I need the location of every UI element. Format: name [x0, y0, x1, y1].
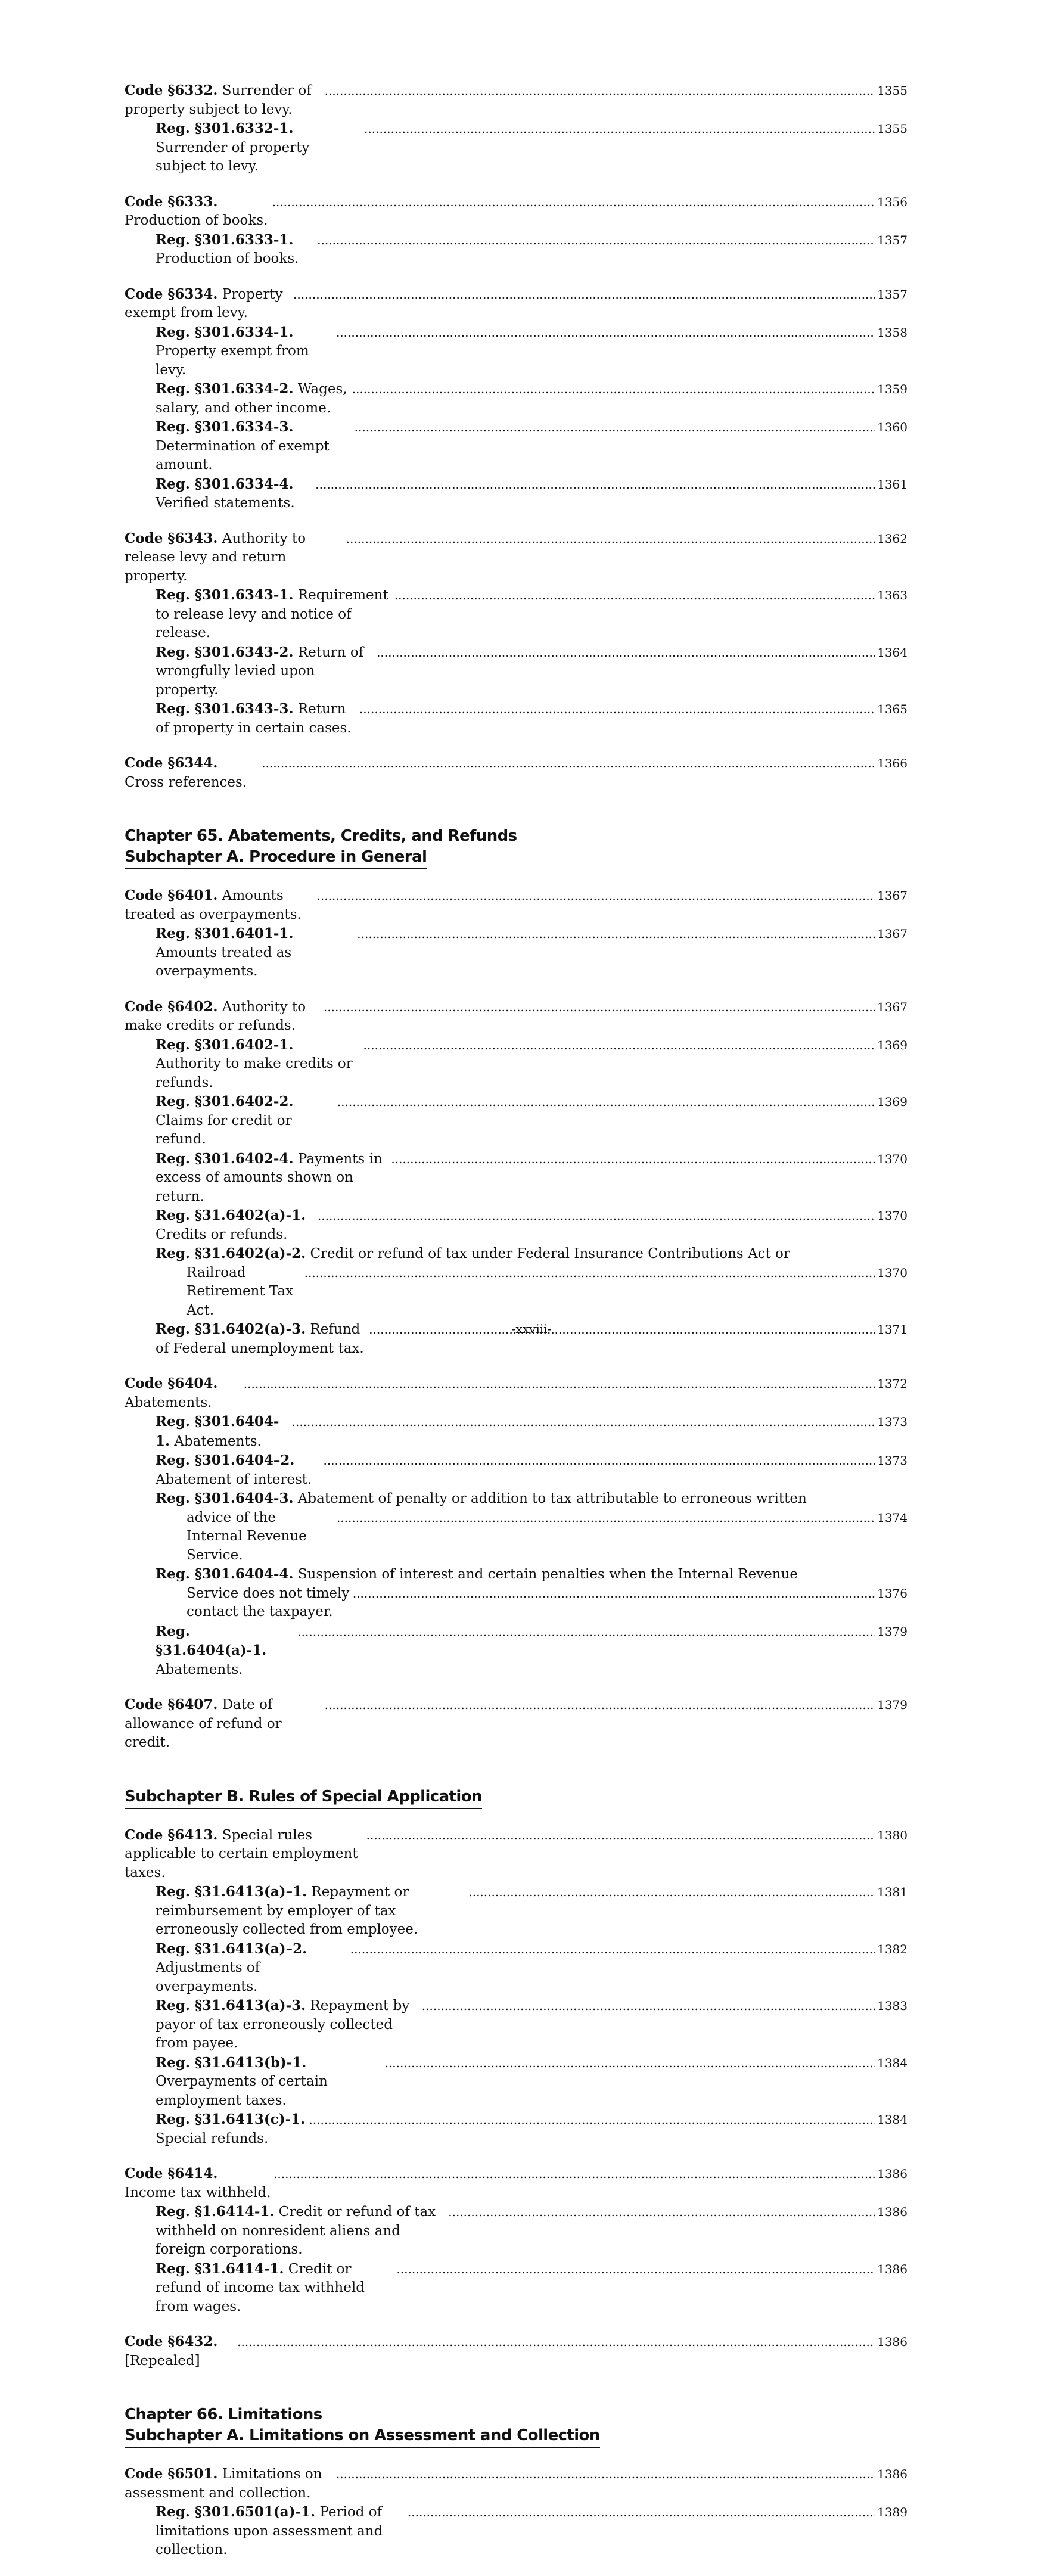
entry-label: Reg. §1.6414-1. [156, 2204, 275, 2220]
entry-page-number: 1374 [877, 1510, 907, 1525]
entry-label: Code §6332. [125, 82, 218, 98]
dot-leader [346, 530, 875, 549]
entry-title: Cross references. [125, 774, 247, 790]
entry-title: Adjustments of overpayments. [156, 1960, 260, 1994]
entry-title: Amounts treated as overpayments. [156, 944, 292, 979]
toc-entry [187, 1264, 907, 1320]
toc-entry [125, 1826, 907, 1883]
entry-title: Property exempt from levy. [125, 286, 283, 321]
toc-group [125, 81, 907, 176]
toc-entry [125, 998, 907, 1036]
dot-leader [244, 1375, 875, 1394]
entry-label: Code §6414. [125, 2165, 218, 2182]
toc-group [125, 754, 907, 792]
entry-label: Reg. §31.6413(a)–1. [156, 1884, 307, 1900]
toc-entry [156, 1206, 907, 1244]
toc-entry [156, 924, 907, 981]
entry-page-number: 1386 [877, 2467, 907, 2481]
toc-entry [156, 2053, 907, 2111]
entry-page-number: 1371 [877, 1322, 907, 1337]
toc-entry [187, 1584, 907, 1622]
dot-leader [357, 925, 875, 944]
subchapter-title: Subchapter A. Limitations on Assessment and Collection [125, 2425, 600, 2448]
dot-leader [317, 887, 875, 906]
entry-title: Amounts treated as overpayments. [125, 888, 302, 922]
toc-entry [125, 2164, 907, 2202]
dot-leader [336, 2465, 875, 2484]
entry-label: Code §6413. [125, 1826, 218, 1843]
dot-leader [337, 1093, 875, 1112]
entry-page-number: 1379 [877, 1624, 907, 1639]
toc-entry [125, 2332, 907, 2370]
entry-page-number: 1359 [877, 382, 907, 396]
entry-text [156, 1882, 466, 1940]
chapter-title: Chapter 65. Abatements, Credits, and Refunds [125, 827, 517, 845]
entry-label: Reg. §31.6402(a)-3. [156, 1321, 306, 1337]
entry-text [156, 924, 355, 981]
entry-title: Production of books. [156, 251, 299, 266]
entry-label: Code §6343. [125, 530, 218, 546]
entry-title: Wages, salary, and other income. [156, 381, 347, 416]
entry-title: Production of books. [125, 213, 268, 228]
entry-label: Reg. §31.6402(a)-1. [156, 1207, 306, 1223]
entry-title: Limitations on assessment and collection. [125, 2466, 322, 2501]
entry-page-number: 1380 [877, 1828, 907, 1842]
dot-leader [315, 476, 875, 495]
toc-entry [156, 1622, 907, 1680]
entry-label: Reg. §301.6343-2. [156, 644, 294, 660]
dot-leader [337, 1509, 875, 1528]
entry-text [125, 529, 344, 586]
entry-text [156, 2202, 446, 2260]
entry-title: Abatement of penalty or addition to tax attributable to erroneous written [297, 1491, 807, 1506]
entry-label: Reg. §301.6402-1. [156, 1036, 294, 1053]
entry-page-number: 1369 [877, 1037, 907, 1052]
entry-page-number: 1373 [877, 1415, 907, 1429]
dot-leader [364, 120, 875, 139]
entry-label: Reg. §31.6413(b)-1. [156, 2054, 307, 2071]
entry-text [125, 81, 322, 119]
toc-entry [156, 475, 907, 513]
entry-label: Code §6402. [125, 998, 218, 1015]
toc-entry [156, 380, 907, 418]
entry-page-number: 1370 [877, 1151, 907, 1166]
toc-entry-first-line [156, 1489, 907, 1509]
entry-page-number: 1367 [877, 888, 907, 903]
toc-group [125, 1695, 907, 1752]
toc-entry [156, 1451, 907, 1489]
entry-page-number: 1389 [877, 2505, 907, 2519]
entry-title: Credit or refund of tax under Federal Insurance Contributions Act or [310, 1246, 790, 1261]
dot-leader [359, 700, 875, 719]
entry-title: Claims for credit or refund. [156, 1113, 292, 1147]
entry-title: Overpayments of certain employment taxes. [156, 2074, 328, 2108]
entry-page-number: 1386 [877, 2261, 907, 2276]
entry-label: Code §6404. [125, 1375, 218, 1391]
entry-page-number: 1367 [877, 927, 907, 941]
entry-page-number: 1366 [877, 756, 907, 770]
toc-entry [156, 1149, 907, 1207]
dot-leader [377, 644, 875, 663]
toc-entry [156, 231, 907, 269]
toc-entry [156, 1092, 907, 1149]
entry-label: Reg. §31.6404(a)-1. [156, 1623, 267, 1658]
entry-label: Reg. §301.6343-1. [156, 587, 294, 603]
chapter-title: Chapter 66. Limitations [125, 2406, 322, 2423]
entry-page-number: 1356 [877, 194, 907, 209]
page-number-footer: -xxviii- [511, 1322, 552, 1336]
subchapter-title: Subchapter B. Rules of Special Application [125, 1786, 482, 1809]
entry-title-continued: Service does not timely contact the taxpayer. [187, 1585, 350, 1620]
dot-leader [323, 1452, 875, 1471]
toc-entry [125, 1374, 907, 1412]
entry-page-number: 1367 [877, 999, 907, 1014]
toc-entry [125, 285, 907, 323]
entry-label: Reg. §301.6334-2. [156, 381, 294, 397]
entry-page-number: 1357 [877, 232, 907, 247]
entry-page-number: 1363 [877, 588, 907, 602]
dot-leader [292, 1413, 875, 1432]
toc-entry [125, 192, 907, 231]
entry-title: Authority to make credits or refunds. [156, 1056, 353, 1090]
entry-label: Reg. §301.6402-2. [156, 1093, 294, 1110]
entry-page-number: 1379 [877, 1698, 907, 1712]
entry-page-number: 1382 [877, 1941, 907, 1956]
toc-entry [156, 119, 907, 176]
entry-title: Income tax withheld. [125, 2185, 271, 2201]
entry-title: Return of wrongfully levied upon property. [156, 644, 364, 698]
entry-text [125, 1695, 322, 1752]
entry-title: Repayment by payor of tax erroneously collected from payee. [156, 1998, 410, 2051]
entry-text [156, 231, 315, 269]
entry-title: Abatements. [156, 1661, 243, 1677]
dot-leader [422, 1997, 875, 2016]
dot-leader [385, 2054, 875, 2073]
entry-text [125, 1374, 241, 1412]
entry-page-number: 1383 [877, 1999, 907, 2013]
toc-entry-first-line [156, 1244, 907, 1264]
entry-page-number: 1369 [877, 1095, 907, 1109]
entry-text [156, 1412, 290, 1451]
entry-title: Credits or refunds. [156, 1226, 288, 1242]
entry-label: Reg. §31.6413(a)–2. [156, 1940, 307, 1957]
toc-entry [125, 754, 907, 792]
entry-page-number: 1362 [877, 531, 907, 546]
toc-entry [156, 2260, 907, 2317]
entry-page-number: 1384 [877, 2112, 907, 2127]
entry-text [125, 2465, 334, 2503]
entry-title-continued: advice of the Internal Revenue Service. [187, 1509, 307, 1563]
dot-leader [350, 1940, 875, 1959]
toc-entry [125, 2465, 907, 2503]
toc-group [125, 2164, 907, 2316]
entry-label: Reg. §301.6343-3. [156, 701, 294, 717]
entry-label: Reg. §301.6332-1. [156, 120, 294, 136]
entry-text [125, 285, 291, 323]
entry-text [156, 380, 350, 418]
entry-label: Reg. §301.6334-3. [156, 419, 294, 435]
toc-entry [156, 2110, 907, 2148]
dot-leader [353, 1584, 875, 1604]
entry-text [125, 192, 270, 231]
chapter-65-heading [125, 826, 517, 869]
entry-label: Code §6401. [125, 887, 218, 903]
dot-leader [272, 193, 875, 212]
entry-label: Reg. §301.6334-4. [156, 476, 294, 492]
entry-text [156, 2260, 394, 2317]
subchapter-b-heading [125, 1786, 482, 1809]
dot-leader [304, 1264, 875, 1283]
entry-label: Code §6432. [125, 2333, 218, 2350]
dot-leader [468, 1883, 875, 1902]
chapter-66-heading [125, 2404, 600, 2448]
entry-label: Code §6407. [125, 1696, 218, 1713]
dot-leader [318, 1207, 875, 1226]
entry-text [125, 1826, 364, 1883]
entry-text [125, 886, 315, 924]
entry-page-number: 1370 [877, 1265, 907, 1280]
entry-title: Repayment or reimbursement by employer of tax erroneously collected from employee. [156, 1884, 418, 1937]
dot-leader [408, 2503, 875, 2522]
dot-leader [352, 380, 875, 399]
dot-leader [317, 231, 875, 250]
entry-label: Reg. §301.6334-1. [156, 324, 294, 340]
entry-text [125, 998, 321, 1036]
toc-entry [156, 1940, 907, 1997]
entry-title: Verified statements. [156, 495, 295, 511]
dot-leader [355, 418, 875, 437]
entry-page-number: 1372 [877, 1376, 907, 1391]
entry-label: Reg. §301.6501(a)-1. [156, 2504, 316, 2520]
entry-title: Return of property in certain cases. [156, 701, 352, 736]
toc-entry [156, 586, 907, 643]
entry-text [156, 1149, 388, 1207]
toc-group [125, 886, 907, 981]
entry-page-number: 1355 [877, 83, 907, 98]
entry-page-number: 1358 [877, 325, 907, 340]
entry-text [156, 119, 362, 176]
entry-text [125, 754, 259, 792]
entry-text [156, 475, 313, 513]
entry-title: Authority to make credits or refunds. [125, 999, 306, 1033]
entry-label: Code §6501. [125, 2466, 218, 2482]
dot-leader [325, 1696, 875, 1715]
entry-title: Credit or refund of income tax withheld from wages. [156, 2261, 365, 2314]
entry-label: Reg. §301.6404-4. [156, 1566, 294, 1582]
toc-group [125, 192, 907, 269]
entry-label: Code §6333. [125, 193, 218, 210]
dot-leader [293, 285, 875, 304]
dot-leader [396, 2260, 875, 2279]
dot-leader [273, 2165, 875, 2184]
entry-page-number: 1373 [877, 1453, 907, 1468]
toc-group [125, 998, 907, 1359]
entry-text [156, 1036, 361, 1093]
entry-text [156, 1451, 321, 1489]
entry-title: Surrender of property subject to levy. [125, 83, 312, 117]
entry-page-number: 1355 [877, 122, 907, 136]
entry-title: Special rules applicable to certain employment taxes. [125, 1827, 358, 1881]
entry-title: [Repealed] [125, 2353, 200, 2369]
subchapter-title: Subchapter A. Procedure in General [125, 847, 427, 869]
entry-page-number: 1386 [877, 2205, 907, 2219]
toc-group [125, 1374, 907, 1679]
entry-text [156, 1092, 335, 1149]
dot-leader [297, 1623, 875, 1642]
entry-title: Determination of exempt amount. [156, 438, 330, 473]
entry-text [156, 586, 392, 643]
entry-page-number: 1370 [877, 1208, 907, 1223]
entry-label: Reg. §301.6404–2. [156, 1452, 295, 1468]
toc-entry [156, 2503, 907, 2560]
entry-page-number: 1365 [877, 702, 907, 716]
toc-entry [156, 1412, 907, 1451]
entry-text [125, 2332, 235, 2370]
entry-title: Refund of Federal unemployment tax. [156, 1322, 364, 1356]
dot-leader [262, 754, 875, 773]
dot-leader [394, 586, 875, 605]
dot-leader [366, 1826, 875, 1845]
entry-label: Reg. §31.6414-1. [156, 2260, 284, 2277]
entry-title: Special refunds. [156, 2130, 269, 2146]
entry-label: Reg. §301.6401-1. [156, 925, 294, 941]
entry-label: Reg. §301.6402-4. [156, 1150, 294, 1167]
entry-title: Date of allowance of refund or credit. [125, 1697, 282, 1750]
entry-text [156, 1940, 348, 1997]
entry-text [156, 1996, 419, 2053]
entry-text [156, 2110, 306, 2148]
entry-page-number: 1386 [877, 2335, 907, 2349]
toc-entry [156, 2202, 907, 2260]
entry-page-number: 1364 [877, 645, 907, 660]
entry-title: Suspension of interest and certain penalties when the Internal Revenue [297, 1567, 798, 1582]
toc-entry-first-line [156, 1565, 907, 1584]
entry-page-number: 1357 [877, 287, 907, 302]
entry-title: Surrender of property subject to levy. [156, 139, 310, 174]
toc-entry [125, 529, 907, 586]
entry-page-number: 1361 [877, 477, 907, 492]
toc-group [125, 2465, 907, 2560]
entry-title: Requirement to release levy and notice of release. [156, 588, 388, 641]
entry-title: Payments in excess of amounts shown on return. [156, 1151, 383, 1204]
entry-label: Reg. §301.6404-3. [156, 1490, 294, 1506]
toc-entry [125, 886, 907, 924]
entry-text [125, 2164, 271, 2202]
entry-title: Abatements. [125, 1394, 212, 1410]
entry-title: Credit or refund of tax withheld on nonresident aliens and foreign corporations. [156, 2204, 436, 2257]
toc-entry [156, 700, 907, 738]
entry-label: Reg. §31.6413(a)-3. [156, 1997, 306, 2013]
dot-leader [391, 1150, 875, 1169]
toc-group [125, 529, 907, 738]
toc-entry [187, 1509, 907, 1565]
entry-title: Authority to release levy and return property. [125, 530, 306, 584]
toc-entry [125, 81, 907, 119]
dot-leader [363, 1036, 875, 1055]
entry-text [156, 2503, 405, 2560]
entry-label: Reg. §301.6333-1. [156, 231, 294, 248]
entry-page-number: 1386 [877, 2167, 907, 2181]
dot-leader [448, 2203, 875, 2222]
entry-text [156, 700, 357, 738]
entry-label: Code §6334. [125, 285, 218, 302]
toc-entry [156, 418, 907, 475]
entry-text [156, 1622, 295, 1680]
dot-leader [309, 2111, 875, 2130]
entry-title: Abatement of interest. [156, 1471, 312, 1487]
entry-page-number: 1360 [877, 420, 907, 434]
entry-page-number: 1376 [877, 1586, 907, 1601]
toc-group [125, 2332, 907, 2370]
toc-entry [156, 323, 907, 380]
toc-entry [156, 1036, 907, 1093]
entry-text [156, 1206, 315, 1244]
entry-label: Code §6344. [125, 755, 218, 771]
dot-leader [324, 998, 875, 1017]
toc-entry [156, 643, 907, 700]
toc-entry [156, 1882, 907, 1940]
entry-text [156, 418, 352, 475]
entry-text [156, 2053, 383, 2111]
entry-title: Property exempt from levy. [156, 343, 309, 378]
entry-title: Period of limitations upon assessment and collection. [156, 2504, 383, 2558]
entry-page-number: 1384 [877, 2055, 907, 2070]
toc-entry [125, 1695, 907, 1752]
dot-leader [237, 2333, 875, 2352]
toc-entry [156, 1996, 907, 2053]
entry-page-number: 1381 [877, 1885, 907, 1899]
entry-label: Reg. §31.6402(a)-2. [156, 1245, 306, 1261]
toc-group [125, 1826, 907, 2149]
entry-title: Abatements. [174, 1433, 262, 1449]
entry-text [156, 323, 334, 380]
entry-title-continued: Railroad Retirement Tax Act. [187, 1264, 294, 1318]
dot-leader [325, 82, 875, 101]
entry-text [156, 643, 374, 700]
toc-group [125, 285, 907, 513]
entry-label: Reg. §301.6404-1. [156, 1413, 279, 1449]
entry-label: Reg. §31.6413(c)-1. [156, 2111, 306, 2127]
dot-leader [336, 324, 875, 343]
